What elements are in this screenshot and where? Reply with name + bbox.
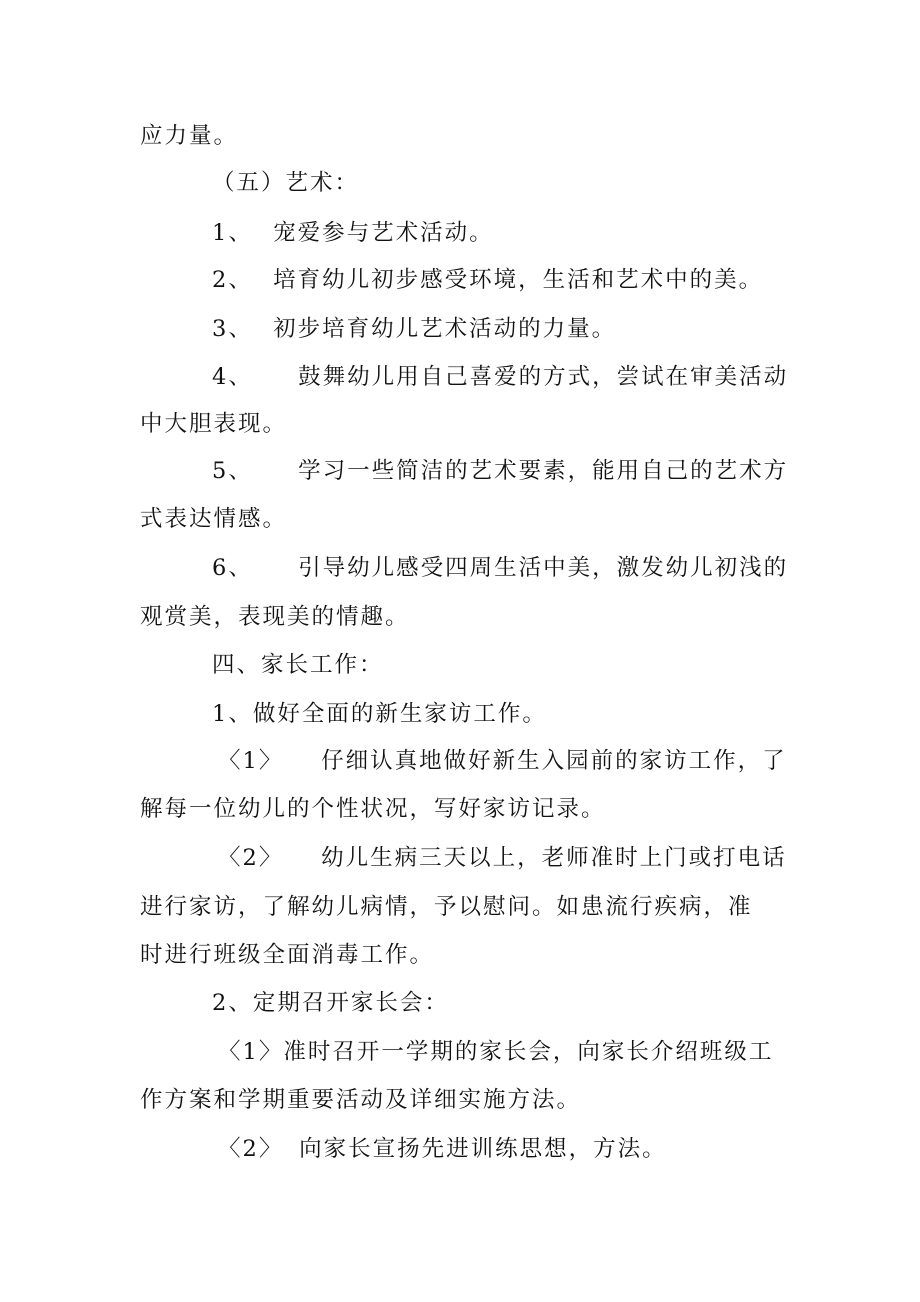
item-number: 4、 xyxy=(212,364,253,390)
line-text: 解每一位幼儿的个性状况，写好家访记录。 xyxy=(140,796,606,822)
section-heading-art xyxy=(212,168,359,198)
paragraph-line xyxy=(140,940,434,970)
heading-text: 2、定期召开家长会： xyxy=(212,990,449,1016)
subsection-heading xyxy=(212,988,449,1018)
list-item xyxy=(212,553,788,583)
item-text: 鼓舞幼儿用自己喜爱的方式，尝试在审美活动 xyxy=(298,364,789,390)
paragraph-line xyxy=(140,1085,581,1115)
item-number: 5、 xyxy=(212,458,253,484)
list-item xyxy=(212,265,763,295)
item-text: 向家长宣扬先进训练思想，方法。 xyxy=(299,1136,667,1162)
line-text: 进行家访，了解幼儿病情，予以慰问。如患流行疾病，准 xyxy=(140,894,753,920)
heading-text: （五）艺术： xyxy=(212,170,360,196)
item-number: 3、 xyxy=(212,316,253,342)
list-item xyxy=(212,314,616,344)
list-item xyxy=(218,746,787,776)
line-text: 时进行班级全面消毒工作。 xyxy=(140,942,435,968)
paragraph-line xyxy=(140,409,287,439)
list-item xyxy=(212,218,494,248)
item-number: 2、 xyxy=(212,267,253,293)
item-number: 〈1〉 xyxy=(218,748,284,774)
paragraph-line xyxy=(140,602,410,632)
paragraph-line xyxy=(218,1037,773,1067)
line-text: 中大胆表现。 xyxy=(140,411,288,437)
heading-text: 1、做好全面的新生家访工作。 xyxy=(212,701,547,727)
paragraph-line xyxy=(140,504,287,534)
line-text: 观赏美，表现美的情趣。 xyxy=(140,604,410,630)
section-heading-parent-work xyxy=(212,650,384,680)
line-text: 应力量。 xyxy=(140,123,239,149)
item-text: 学习一些简洁的艺术要素，能用自己的艺术方 xyxy=(298,458,789,484)
item-text: 初步培育幼儿艺术活动的力量。 xyxy=(273,316,617,342)
subsection-heading xyxy=(212,699,547,729)
line-text: 〈1〉准时召开一学期的家长会，向家长介绍班级工 xyxy=(218,1039,774,1065)
item-text: 仔细认真地做好新生入园前的家访工作，了 xyxy=(321,748,787,774)
item-text: 培育幼儿初步感受环境，生活和艺术中的美。 xyxy=(273,267,764,293)
item-number: 6、 xyxy=(212,555,253,581)
paragraph-line xyxy=(140,892,753,922)
heading-text: 四、家长工作： xyxy=(212,652,384,678)
line-text: 式表达情感。 xyxy=(140,506,288,532)
paragraph-line xyxy=(140,121,238,151)
line-text: 作方案和学期重要活动及详细实施方法。 xyxy=(140,1087,582,1113)
item-text: 宠爱参与艺术活动。 xyxy=(273,220,494,246)
list-item xyxy=(218,1134,667,1164)
list-item xyxy=(218,843,787,873)
item-number: 1、 xyxy=(212,220,253,246)
item-text: 引导幼儿感受四周生活中美，激发幼儿初浅的 xyxy=(298,555,789,581)
paragraph-line xyxy=(140,794,606,824)
item-text: 幼儿生病三天以上，老师准时上门或打电话 xyxy=(321,845,787,871)
list-item xyxy=(212,456,788,486)
list-item xyxy=(212,362,788,392)
item-number: 〈2〉 xyxy=(218,845,284,871)
item-number: 〈2〉 xyxy=(218,1136,284,1162)
